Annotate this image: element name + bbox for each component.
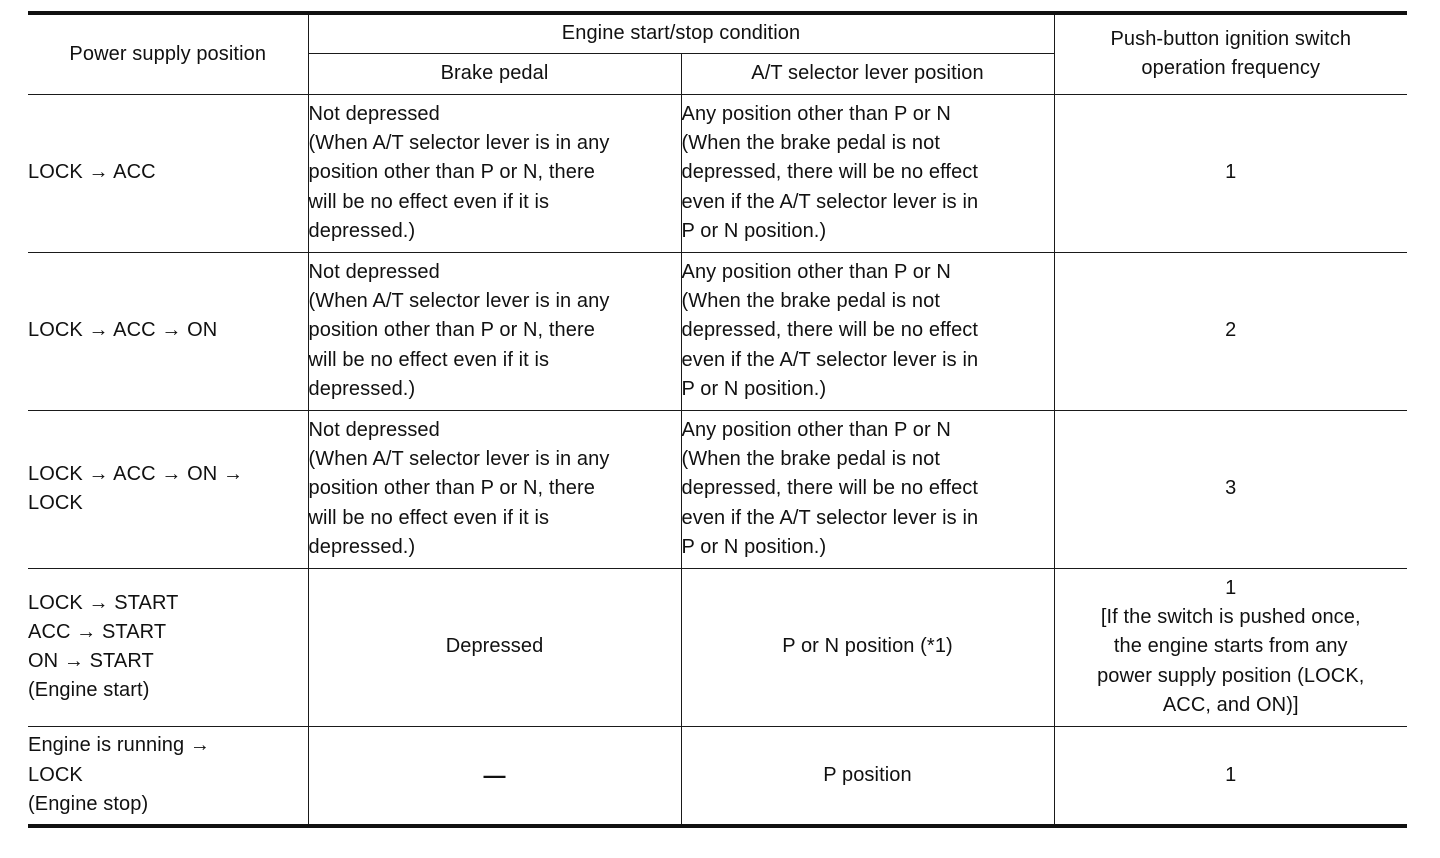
ignition-operation-table xyxy=(28,11,1407,828)
cell-line: LOCK → START xyxy=(28,591,179,614)
cell-selector-lever xyxy=(681,568,1054,726)
cell-line: 1 xyxy=(1225,161,1237,184)
cell-brake-pedal xyxy=(308,568,681,726)
cell-line: power supply position (LOCK, xyxy=(1097,664,1365,687)
cell-line: position other than P or N, there xyxy=(308,161,595,184)
cell-operation-frequency xyxy=(1054,94,1407,252)
cell-line: depressed, there will be no effect xyxy=(681,161,979,184)
cell-brake-pedal xyxy=(308,94,681,252)
cell-line: (Engine start) xyxy=(28,679,150,702)
cell-line: 1 xyxy=(1225,763,1237,786)
cell-line: [If the switch is pushed once, xyxy=(1100,606,1361,629)
cell-line: P or N position.) xyxy=(681,219,827,242)
cell-brake-pedal xyxy=(308,410,681,568)
cell-line: LOCK → ACC → ON → xyxy=(28,462,244,485)
cell-line: 1 xyxy=(1225,576,1237,599)
cell-power-supply-position xyxy=(28,726,308,826)
cell-power-supply-position xyxy=(28,568,308,726)
header-brake-pedal: Brake pedal xyxy=(308,53,681,94)
not-applicable-dash: — xyxy=(483,762,506,788)
cell-line: (When A/T selector lever is in any xyxy=(308,132,610,155)
cell-line: Any position other than P or N xyxy=(681,102,951,125)
header-frequency-line: operation frequency xyxy=(1141,57,1321,80)
cell-selector-lever xyxy=(681,726,1054,826)
cell-line: Engine is running → xyxy=(28,734,211,757)
header-row-top xyxy=(28,13,1407,53)
header-operation-frequency xyxy=(1054,13,1407,94)
cell-line: (When the brake pedal is not xyxy=(681,448,941,471)
cell-line: P position xyxy=(823,763,912,786)
header-selector-lever-position: A/T selector lever position xyxy=(681,53,1054,94)
cell-operation-frequency xyxy=(1054,568,1407,726)
table-row xyxy=(28,410,1407,568)
cell-line: 3 xyxy=(1225,477,1237,500)
cell-selector-lever xyxy=(681,252,1054,410)
cell-operation-frequency xyxy=(1054,252,1407,410)
cell-line: LOCK xyxy=(28,763,83,786)
cell-line: Depressed xyxy=(445,635,544,658)
table-row xyxy=(28,726,1407,826)
cell-selector-lever xyxy=(681,410,1054,568)
cell-line: (Engine stop) xyxy=(28,792,149,815)
cell-line: position other than P or N, there xyxy=(308,477,595,500)
cell-brake-pedal xyxy=(308,252,681,410)
cell-line: Not depressed xyxy=(308,418,440,441)
cell-line: Not depressed xyxy=(308,260,440,283)
cell-line: P or N position (*1) xyxy=(782,635,953,658)
cell-line: ACC, and ON)] xyxy=(1162,693,1299,716)
cell-line: Any position other than P or N xyxy=(681,418,951,441)
cell-line: position other than P or N, there xyxy=(308,319,595,342)
cell-line: even if the A/T selector lever is in xyxy=(681,190,979,213)
cell-power-supply-position xyxy=(28,94,308,252)
cell-line: ACC → START xyxy=(28,620,167,643)
cell-line: (When A/T selector lever is in any xyxy=(308,448,610,471)
cell-line: P or N position.) xyxy=(681,377,827,400)
cell-line: LOCK → ACC → ON xyxy=(28,319,218,342)
cell-line: depressed, there will be no effect xyxy=(681,319,979,342)
table-row xyxy=(28,252,1407,410)
cell-line: (When the brake pedal is not xyxy=(681,290,941,313)
cell-power-supply-position xyxy=(28,410,308,568)
header-engine-start-stop-condition: Engine start/stop condition xyxy=(308,13,1054,53)
cell-line: will be no effect even if it is xyxy=(308,348,550,371)
cell-power-supply-position xyxy=(28,252,308,410)
cell-line: Any position other than P or N xyxy=(681,260,951,283)
cell-line: depressed.) xyxy=(308,535,416,558)
cell-operation-frequency xyxy=(1054,726,1407,826)
cell-line: even if the A/T selector lever is in xyxy=(681,348,979,371)
cell-line: (When the brake pedal is not xyxy=(681,132,941,155)
cell-line: depressed.) xyxy=(308,219,416,242)
cell-line: the engine starts from any xyxy=(1113,635,1348,658)
cell-line: (When A/T selector lever is in any xyxy=(308,290,610,313)
header-power-supply-position: Power supply position xyxy=(28,13,308,94)
cell-line: depressed.) xyxy=(308,377,416,400)
cell-brake-pedal xyxy=(308,726,681,826)
cell-line: LOCK → ACC xyxy=(28,161,156,184)
cell-operation-frequency xyxy=(1054,410,1407,568)
cell-line: P or N position.) xyxy=(681,535,827,558)
cell-line: ON → START xyxy=(28,650,154,672)
cell-line: will be no effect even if it is xyxy=(308,190,550,213)
table-row xyxy=(28,94,1407,252)
cell-selector-lever xyxy=(681,94,1054,252)
cell-line: depressed, there will be no effect xyxy=(681,477,979,500)
table-row xyxy=(28,568,1407,726)
cell-line: even if the A/T selector lever is in xyxy=(681,506,979,529)
cell-line: 2 xyxy=(1225,319,1237,342)
cell-line: Not depressed xyxy=(308,102,440,125)
cell-line: will be no effect even if it is xyxy=(308,506,550,529)
header-frequency-line: Push-button ignition switch xyxy=(1110,28,1352,51)
cell-line: LOCK xyxy=(28,492,83,514)
